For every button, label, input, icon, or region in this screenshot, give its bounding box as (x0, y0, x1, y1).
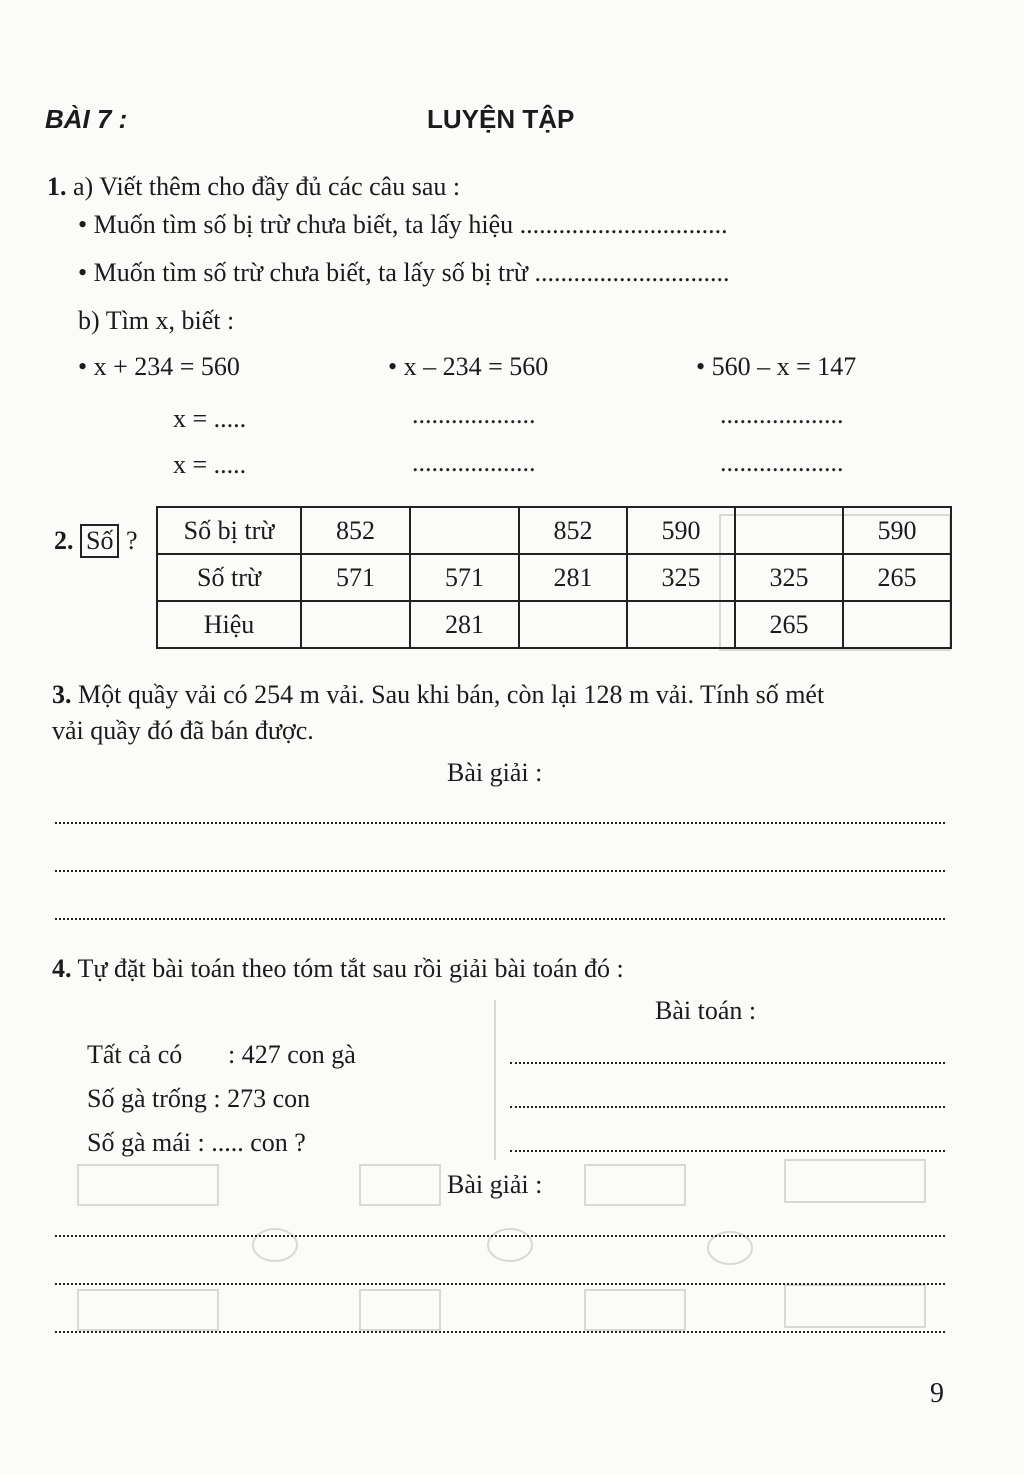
question-2-label (54, 524, 138, 558)
table-cell: 325 (735, 554, 843, 601)
row-label: Số trừ (157, 554, 301, 601)
table-cell: 590 (843, 507, 951, 554)
question-4-text: Tự đặt bài toán theo tóm tắt sau rồi giải bài toán đó : (77, 954, 624, 983)
table-row (157, 507, 951, 554)
table-cell: 265 (843, 554, 951, 601)
table-cell[interactable] (735, 507, 843, 554)
question-1-part-a: a) Viết thêm cho đầy đủ các câu sau : (73, 172, 461, 201)
question-1-intro (47, 172, 460, 202)
subtraction-table (156, 506, 952, 649)
table-cell: 590 (627, 507, 735, 554)
lesson-title: LUYỆN TẬP (427, 104, 575, 134)
table-cell: 571 (301, 554, 410, 601)
problem-line[interactable] (510, 1106, 945, 1108)
summary-roosters: Số gà trống : 273 con (87, 1084, 311, 1113)
answer-line-1: x = ..... (173, 404, 247, 433)
page-number: 9 (930, 1378, 944, 1409)
bullet-1-text: Muốn tìm số bị trừ chưa biết, ta lấy hiệu ................................ (93, 210, 728, 239)
question-3-number: 3. (52, 680, 72, 709)
summary-total-value: : 427 con gà (228, 1040, 356, 1069)
table-cell: 571 (410, 554, 519, 601)
answer-line[interactable] (55, 1235, 945, 1237)
answer-line[interactable] (55, 1283, 945, 1285)
bullet-marker: • (388, 352, 398, 381)
table-cell[interactable] (301, 601, 410, 648)
table-cell: 281 (519, 554, 627, 601)
row-label: Số bị trừ (157, 507, 301, 554)
bullet-marker: • (78, 258, 88, 287)
question-1-bullet-1 (78, 210, 728, 240)
question-3-line-1 (52, 680, 824, 710)
answer-dots-mid-1: ................... (412, 400, 536, 429)
question-1-bullet-2 (78, 258, 730, 288)
bullet-marker: • (696, 352, 706, 381)
table-cell: 852 (519, 507, 627, 554)
answer-line[interactable] (55, 1331, 945, 1333)
table-row (157, 554, 951, 601)
equation-1-text: x + 234 = 560 (93, 352, 240, 381)
answer-dots-right-2: ................... (720, 448, 844, 477)
table-cell[interactable] (843, 601, 951, 648)
table-cell: 265 (735, 601, 843, 648)
table-cell[interactable] (519, 601, 627, 648)
bullet-marker: • (78, 210, 88, 239)
lesson-label: BÀI 7 : (45, 104, 128, 134)
bullet-marker: • (78, 352, 88, 381)
row-label: Hiệu (157, 601, 301, 648)
problem-line[interactable] (510, 1150, 945, 1152)
answer-line[interactable] (55, 822, 945, 824)
answer-line[interactable] (55, 918, 945, 920)
question-3-line-2: vải quầy đó đã bán được. (52, 716, 314, 745)
answer-dots-mid-2: ................... (412, 448, 536, 477)
question-1-number: 1. (47, 172, 67, 201)
answer-line-2: x = ..... (173, 450, 247, 479)
answer-line[interactable] (55, 870, 945, 872)
table-row (157, 601, 951, 648)
problem-line[interactable] (510, 1062, 945, 1064)
question-mark: ? (125, 526, 138, 555)
table-cell[interactable] (627, 601, 735, 648)
equation-2 (388, 352, 548, 382)
equation-3 (696, 352, 856, 382)
question-4-solution-label: Bài giải : (447, 1170, 543, 1199)
summary-total-label: Tất cả có (87, 1040, 183, 1069)
question-2-number: 2. (54, 526, 74, 555)
summary-hens: Số gà mái : ..... con ? (87, 1128, 306, 1157)
answer-dots-right-1: ................... (720, 400, 844, 429)
question-1-part-b: b) Tìm x, biết : (78, 306, 235, 335)
table-cell: 852 (301, 507, 410, 554)
question-4-intro (52, 954, 624, 984)
bullet-2-text: Muốn tìm số trừ chưa biết, ta lấy số bị trừ .............................. (93, 258, 730, 287)
so-box: Số (80, 524, 119, 558)
table-cell[interactable] (410, 507, 519, 554)
equation-2-text: x – 234 = 560 (403, 352, 549, 381)
equation-1 (78, 352, 240, 382)
question-3-solution-label: Bài giải : (447, 758, 543, 787)
table-cell: 325 (627, 554, 735, 601)
question-4-number: 4. (52, 954, 72, 983)
question-4-problem-label: Bài toán : (655, 996, 757, 1025)
question-3-text: Một quầy vải có 254 m vải. Sau khi bán, còn lại 128 m vải. Tính số mét (78, 680, 825, 709)
equation-3-text: 560 – x = 147 (711, 352, 857, 381)
table-cell: 281 (410, 601, 519, 648)
